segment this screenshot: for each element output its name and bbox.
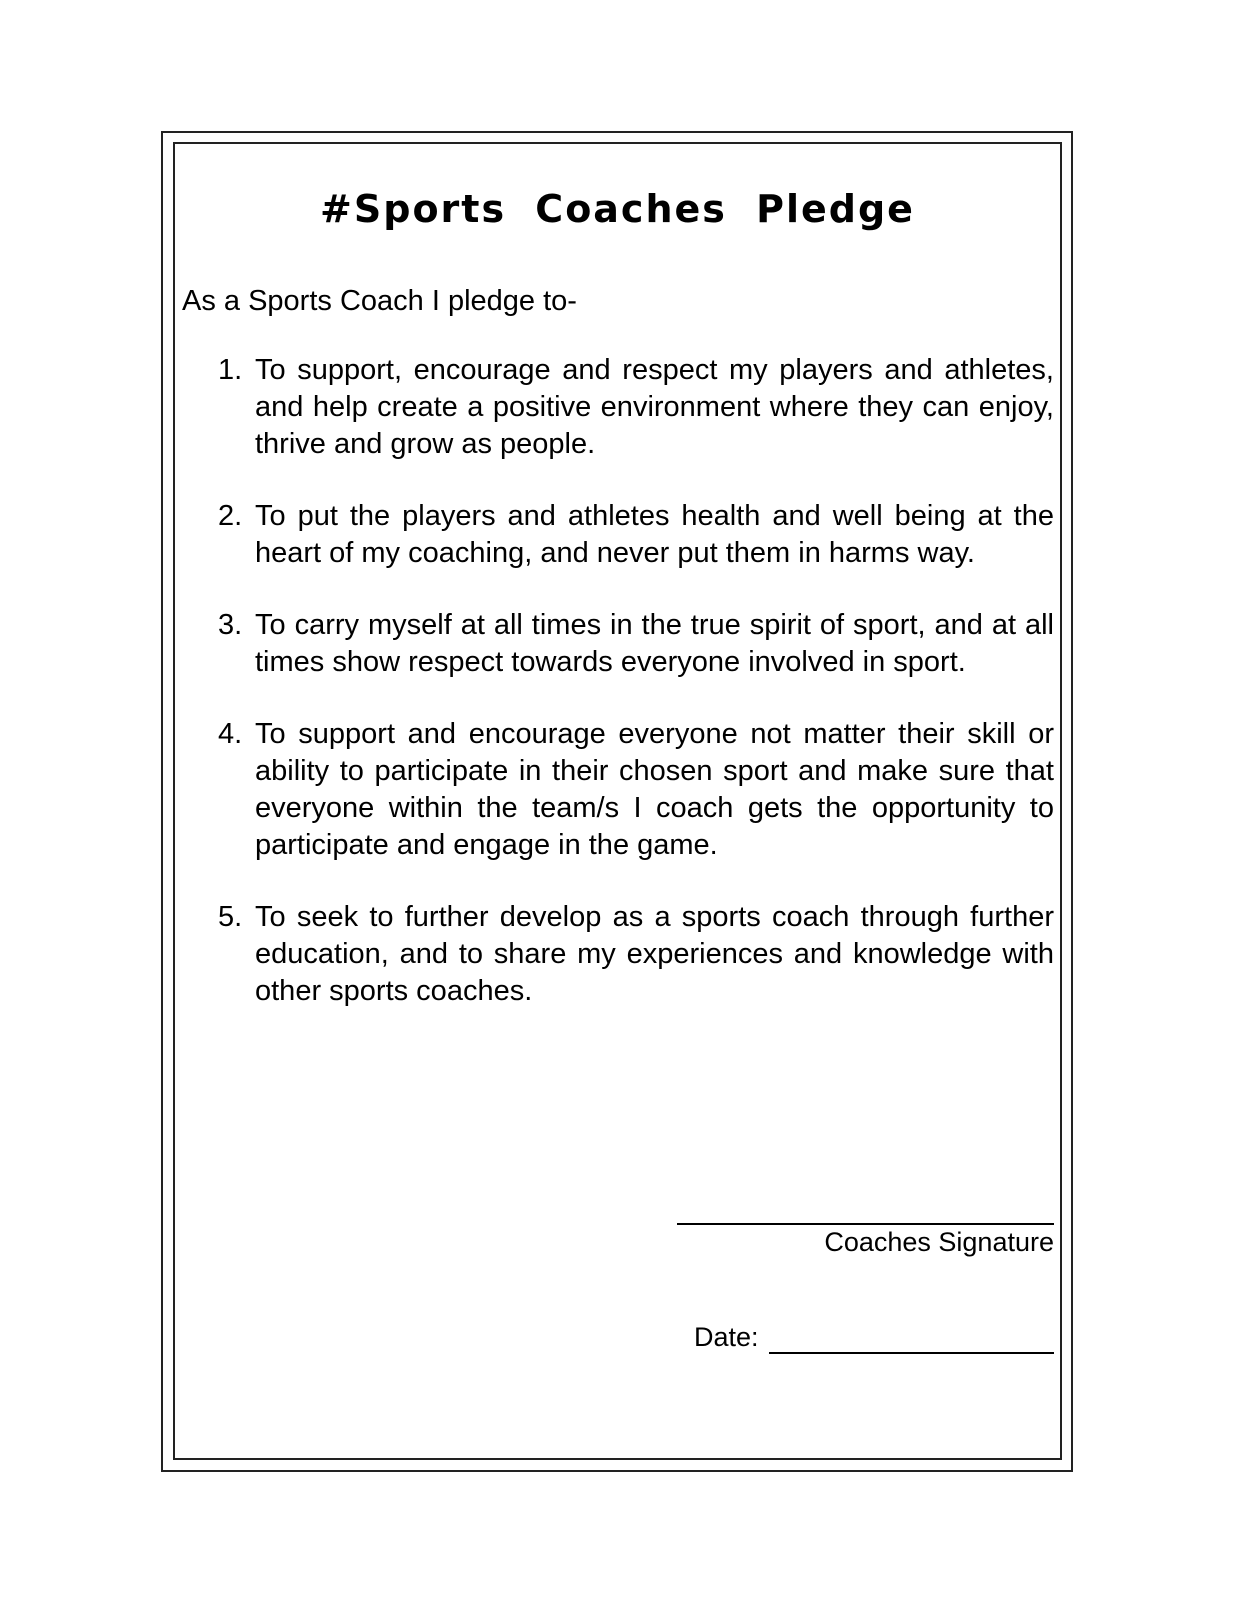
pledge-text: To support and encourage everyone not matter their skill or ability to participate in their chosen sport and make sure that everyone within the team/s I coach gets the opportunity to participate and engage in the game.	[255, 718, 1054, 861]
pledge-text: To seek to further develop as a sports coach through further education, and to share my experiences and knowledge with other sports coaches.	[255, 901, 1054, 1007]
pledge-number: 4.	[218, 718, 243, 750]
date-label: Date:	[694, 1322, 759, 1352]
signature-label: Coaches Signature	[824, 1227, 1054, 1257]
date-row	[694, 1320, 1054, 1354]
pledge-text: To support, encourage and respect my players and athletes, and help create a positive environment where they can enjoy, thrive and grow as people.	[255, 354, 1054, 460]
pledge-item-5	[218, 899, 1054, 1010]
pledge-item-4	[218, 716, 1054, 864]
date-line[interactable]	[769, 1324, 1054, 1354]
pledge-item-2	[218, 498, 1054, 572]
pledge-item-3	[218, 607, 1054, 681]
pledge-number: 2.	[218, 500, 243, 532]
pledge-number: 3.	[218, 609, 243, 641]
pledge-number: 5.	[218, 901, 243, 933]
page-title: #Sports Coaches Pledge	[320, 187, 915, 231]
intro-text: As a Sports Coach I pledge to-	[182, 285, 577, 317]
pledge-text: To carry myself at all times in the true spirit of sport, and at all times show respect towards everyone involved in sport.	[255, 609, 1054, 678]
pledge-item-1	[218, 352, 1054, 463]
pledge-text: To put the players and athletes health and well being at the heart of my coaching, and never put them in harms way.	[255, 500, 1054, 569]
pledge-list	[218, 352, 1054, 1045]
pledge-number: 1.	[218, 354, 243, 386]
